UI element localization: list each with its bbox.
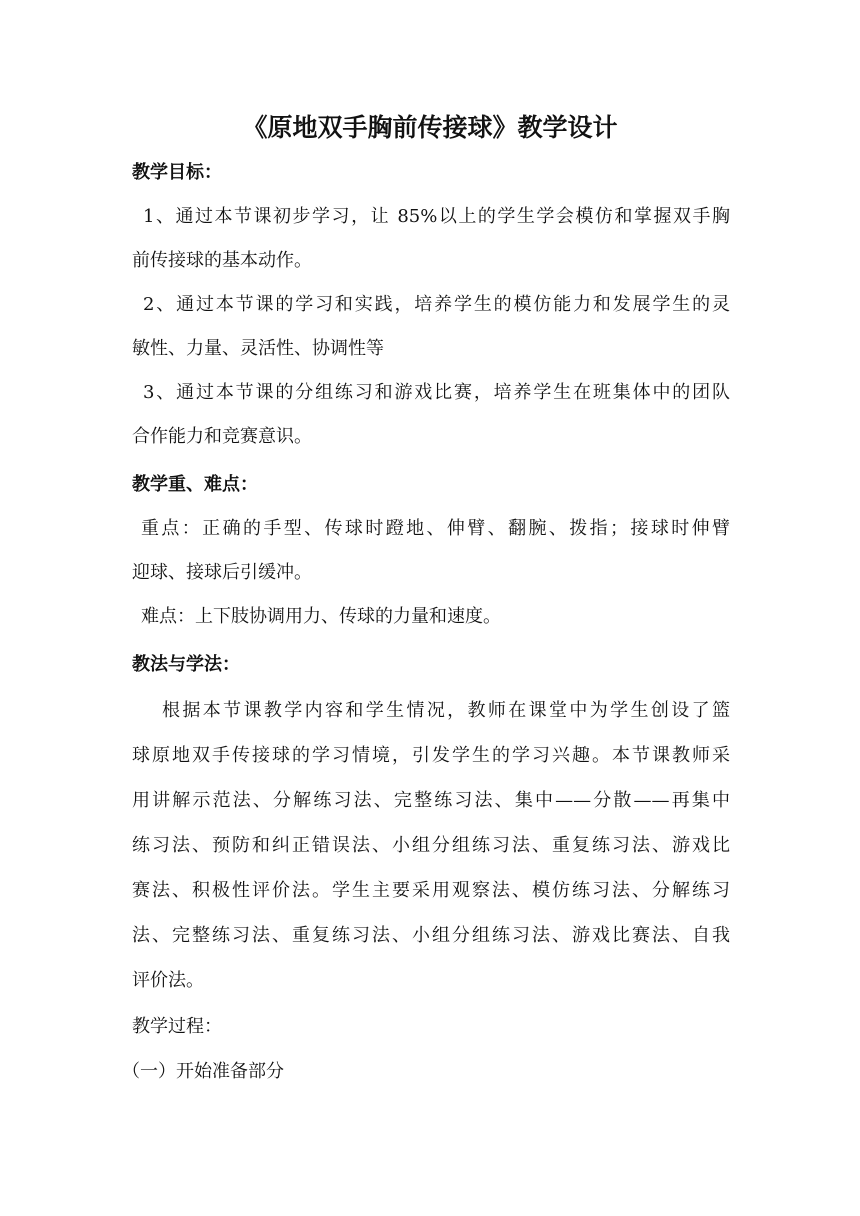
process-part-1: （一）开始准备部分 — [122, 1061, 284, 1082]
methods-line-2: 球原地双手传接球的学习情境，引发学生的学习兴趣。本节课教师采 — [132, 745, 730, 766]
methods-line-6: 法、完整练习法、重复练习法、小组分组练习法、游戏比赛法、自我 — [132, 925, 730, 946]
section-heading-process: 教学过程： — [132, 1016, 222, 1037]
difficulty-line: 难点：上下肢协调用力、传球的力量和速度。 — [141, 606, 501, 627]
methods-line-7: 评价法。 — [132, 970, 204, 991]
section-heading-methods: 教法与学法： — [132, 654, 240, 675]
methods-line-4: 练习法、预防和纠正错误法、小组分组练习法、重复练习法、游戏比 — [132, 835, 730, 856]
methods-line-1: 根据本节课教学内容和学生情况，教师在课堂中为学生创设了篮 — [162, 700, 730, 721]
section-heading-key-points: 教学重、难点： — [132, 474, 258, 495]
objective-1-line-2: 前传接球的基本动作。 — [132, 250, 312, 271]
document-title: 《原地双手胸前传接球》教学设计 — [242, 113, 618, 142]
objective-1-line-1: 1、通过本节课初步学习，让 85%以上的学生学会模仿和掌握双手胸 — [143, 206, 730, 227]
section-heading-objectives: 教学目标： — [132, 162, 222, 183]
methods-line-5: 赛法、积极性评价法。学生主要采用观察法、模仿练习法、分解练习 — [132, 880, 730, 901]
objective-2-line-1: 2、通过本节课的学习和实践，培养学生的模仿能力和发展学生的灵 — [143, 294, 730, 315]
key-point-line-1: 重点：正确的手型、传球时蹬地、伸臂、翻腕、拨指；接球时伸臂 — [141, 518, 730, 539]
key-point-line-2: 迎球、接球后引缓冲。 — [132, 562, 312, 583]
objective-3-line-2: 合作能力和竞赛意识。 — [132, 426, 312, 447]
objective-2-line-2: 敏性、力量、灵活性、协调性等 — [132, 338, 384, 359]
objective-3-line-1: 3、通过本节课的分组练习和游戏比赛，培养学生在班集体中的团队 — [143, 382, 730, 403]
methods-line-3: 用讲解示范法、分解练习法、完整练习法、集中——分散——再集中 — [132, 790, 730, 811]
